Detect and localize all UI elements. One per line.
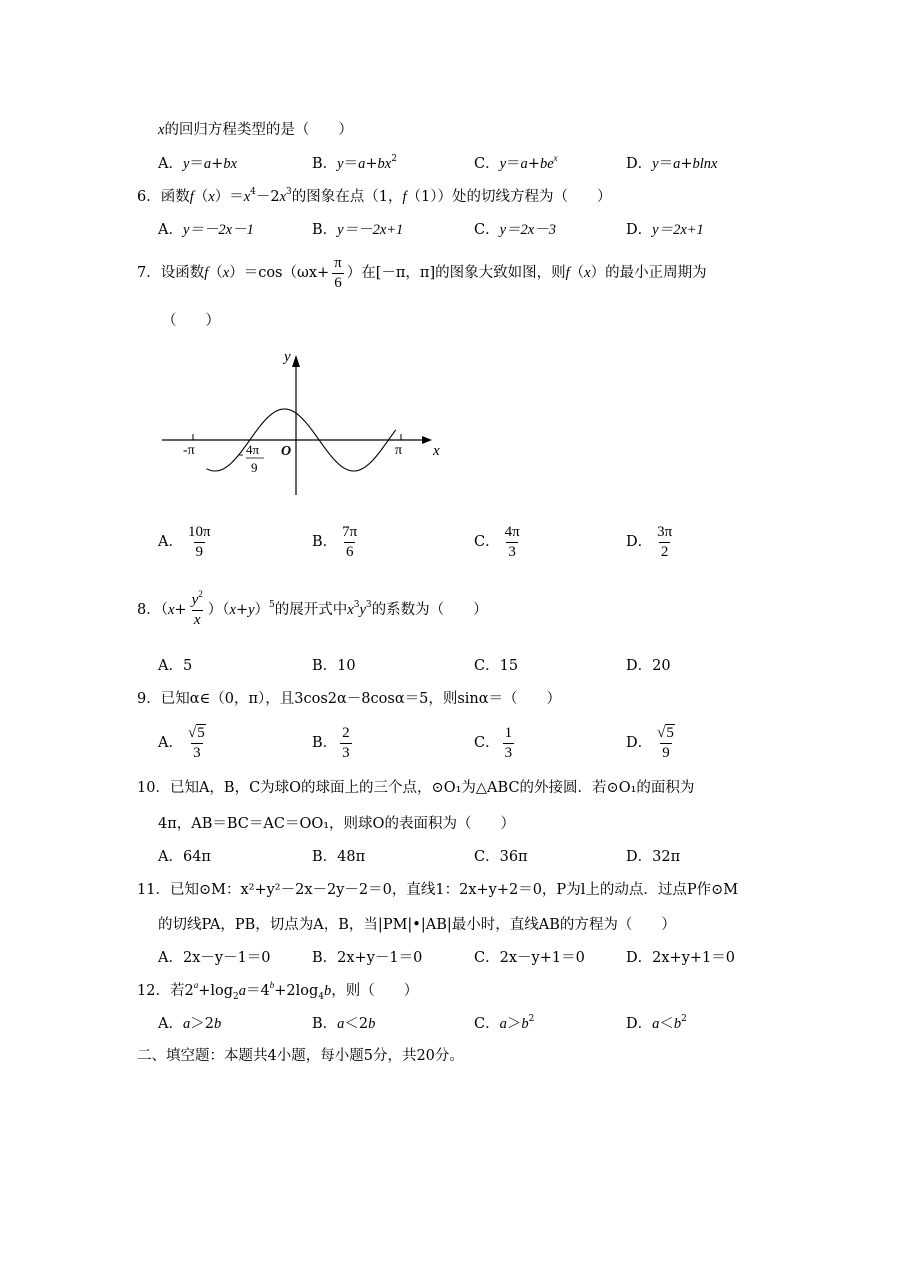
q6-option-a: A．y＝－2x－1 [158, 222, 254, 238]
q10-line1: 10．已知A，B，C为球O的球面上的三个点，⊙O₁为△ABC的外接圆．若⊙O₁的面积为 [137, 780, 695, 796]
q9-stem: 9．已知α∈（0，π），且3cos2α－8cosα＝5，则sinα＝（ ） [137, 691, 562, 707]
section-2-heading: 二、填空题：本题共4小题，每小题5分，共20分。 [137, 1048, 464, 1064]
origin-label: O [281, 444, 292, 459]
q7-stem: 7．设函数f（x）＝cos（ωx+ $\frac{\pi}{6}$ ）在[－π，π]的图象大致如图，则f（x）的最小正周期为 [137, 254, 707, 291]
q12-option-c: C．$a>b^2$ [474, 1014, 535, 1032]
neg-sign-label: - [239, 446, 244, 461]
q11-option-b: B．2x+y－1＝0 [312, 950, 423, 966]
q7-paren: （ ） [162, 313, 220, 329]
q8-fraction: $\frac{y^2}{x}$ [191, 588, 203, 628]
q8-stem: 8．（x+ $\frac{y^2}{x}$ ）$(x+y)^5$的展开式中$x^3y^3$的系数为（ ） [137, 588, 488, 628]
q10-option-c: C．36π [474, 849, 528, 865]
q12-option-b: B．a＜2b [312, 1016, 376, 1032]
q8-option-c: C．15 [474, 658, 519, 674]
q8-option-b: B．10 [312, 658, 356, 674]
pi-label: π [395, 443, 403, 458]
q6-option-b: B．y＝－2x+1 [312, 222, 404, 238]
q12-option-a: A．a＞2b [158, 1016, 222, 1032]
q6-option-c: C．y＝2x－3 [474, 222, 556, 238]
q6-option-d: D．y＝2x+1 [626, 222, 704, 238]
q10-line2: 4π，AB＝BC＝AC＝OO₁，则球O的表面积为（ ） [158, 816, 515, 832]
q10-option-a: A．64π [158, 849, 211, 865]
q5-option-c: C．$y=a+be^x$ [474, 153, 558, 172]
q7-pi-over-6: $\frac{\pi}{6}$ [334, 254, 342, 291]
q5-text: x的回归方程类型的是（ ） [158, 122, 353, 138]
q10-option-d: D．32π [626, 849, 681, 865]
q9-option-c: C． $\frac{1}{3}$ [474, 724, 513, 761]
q9-option-b: B． $\frac{2}{3}$ [312, 724, 350, 761]
q5-option-a: A．y＝a+bx [158, 156, 238, 172]
q5-option-b: B．$y=a+bx^2$ [312, 154, 397, 172]
x-axis-label: x [433, 443, 440, 459]
q11-option-d: D．2x+y+1＝0 [626, 950, 735, 966]
q7-cosine-graph [150, 345, 450, 505]
q7-option-d: D． $\frac{3\pi}{2}$ [626, 523, 673, 560]
q6-stem: 6．函数$f(x)=x^4-2x^3$的图象在点（1，f（1））处的切线方程为（ ） [137, 187, 612, 205]
q12-stem: 12．若$2^a+\log_2a=4^b+2\log_4b$，则（ ） [137, 980, 419, 1002]
neg-pi-label: -π [183, 443, 195, 458]
q7-option-a: A． $\frac{10\pi}{9}$ [158, 523, 211, 560]
q9-option-d: D． $\frac{√5}{9}$ [626, 724, 674, 761]
q8-option-d: D．20 [626, 658, 671, 674]
q5-option-d: D．y＝a+blnx [626, 156, 718, 172]
q11-option-a: A．2x－y－1＝0 [158, 950, 271, 966]
q11-line2: 的切线PA，PB，切点为A，B，当|PM|•|AB|最小时，直线AB的方程为（ ） [158, 917, 676, 933]
q11-line1: 11．已知⊙M：x²+y²－2x－2y－2＝0，直线1：2x+y+2＝0，P为l上的动点．过点P作⊙M [137, 882, 739, 898]
q9-option-a: A． $\frac{√5}{3}$ [158, 724, 205, 761]
q7-option-c: C． $\frac{4\pi}{3}$ [474, 523, 520, 560]
tick-denominator: 9 [251, 460, 258, 475]
tick-numerator: 4π [246, 442, 260, 457]
q7-option-b: B． $\frac{7\pi}{6}$ [312, 523, 358, 560]
q8-option-a: A．5 [158, 658, 193, 674]
q11-option-c: C．2x－y+1＝0 [474, 950, 585, 966]
y-axis-label: y [284, 349, 291, 365]
q12-option-d: D．$a<b^2$ [626, 1014, 687, 1032]
q10-option-b: B．48π [312, 849, 366, 865]
